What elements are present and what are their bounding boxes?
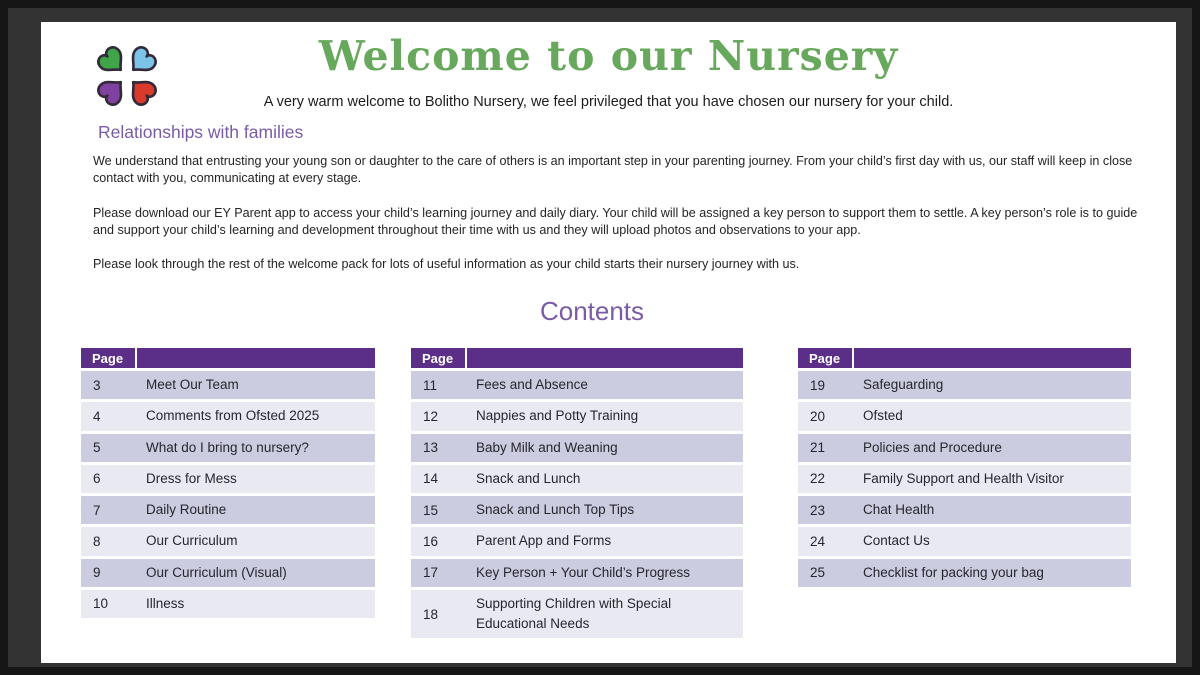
entry-title: Meet Our Team <box>146 377 239 392</box>
entry-title: Illness <box>146 595 185 611</box>
page-number: 20 <box>810 408 826 424</box>
entry-title: Ofsted <box>863 408 903 424</box>
entry-title: Daily Routine <box>146 502 227 517</box>
page-number: 7 <box>93 502 101 518</box>
entry-title: Dress for Mess <box>146 470 237 486</box>
table-row <box>411 465 743 496</box>
entry-title: Comments from Ofsted 2025 <box>146 408 320 424</box>
table-row <box>798 465 1131 496</box>
entry-title: Snack and Lunch Top Tips <box>476 502 635 517</box>
title-column-header <box>467 348 743 368</box>
page-number: 17 <box>423 565 439 581</box>
page-number: 22 <box>810 471 826 487</box>
entry-title: Contact Us <box>863 533 930 549</box>
page-number: 11 <box>423 377 438 393</box>
intro-paragraph-1: We understand that entrusting your young son or daughter to the care of others is an important step in your parenting journey. From your child’s first day with us, our staff will keep in close contact with you, communicating at every stage. <box>93 154 1133 185</box>
intro-paragraph-2: Please download our EY Parent app to access your child’s learning journey and daily diary. Your child will be assigned a key person to support them to settle. A key person’s role is to guide and support your child’s learning and development throughout their time with us and they will upload photos and observations to your app. <box>93 206 1138 237</box>
page-number: 4 <box>93 408 101 424</box>
table-row <box>411 590 743 642</box>
entry-title: Our Curriculum <box>146 533 238 549</box>
page-title: Welcome to our Nursery <box>318 32 899 80</box>
page-number: 19 <box>810 377 826 393</box>
page-subtitle: A very warm welcome to Bolitho Nursery, we feel privileged that you have chosen our nursery for your child. <box>263 94 954 110</box>
table-row <box>411 371 743 402</box>
entry-title: Baby Milk and Weaning <box>476 439 618 455</box>
table-row <box>81 434 375 465</box>
page-number: 23 <box>810 502 826 518</box>
page-number: 13 <box>423 440 439 456</box>
table-row <box>81 496 375 527</box>
page-number: 5 <box>93 440 101 456</box>
title-column-header <box>854 348 1131 368</box>
table-row <box>798 496 1131 527</box>
entry-title: Parent App and Forms <box>476 533 612 549</box>
entry-title: Safeguarding <box>863 377 944 392</box>
entry-title: Family Support and Health Visitor <box>863 470 1064 486</box>
contents-table-1 <box>81 348 375 621</box>
table-row <box>81 465 375 496</box>
table-row <box>411 559 743 590</box>
page-number: 14 <box>423 471 439 487</box>
table-row <box>798 371 1131 402</box>
entry-title: Supporting Children with Special Educational Needs <box>476 595 672 631</box>
entry-title: Key Person + Your Child’s Progress <box>476 564 690 580</box>
table-header-row <box>411 348 743 371</box>
page-number: 16 <box>423 533 439 549</box>
entry-title: Checklist for packing your bag <box>863 564 1044 580</box>
entry-title: Policies and Procedure <box>863 439 1002 455</box>
entry-title: What do I bring to nursery? <box>146 439 309 455</box>
table-row <box>81 590 375 621</box>
page-column-header: Page <box>411 348 467 368</box>
title-column-header <box>137 348 375 368</box>
table-row <box>798 434 1131 465</box>
entry-title: Nappies and Potty Training <box>476 408 639 424</box>
table-row <box>81 559 375 590</box>
page-number: 12 <box>423 408 439 424</box>
page-column-header: Page <box>798 348 854 368</box>
page-column-header: Page <box>81 348 137 368</box>
table-header-row <box>81 348 375 371</box>
page-number: 6 <box>93 471 101 487</box>
table-row <box>798 559 1131 590</box>
contents-table-3 <box>798 348 1131 590</box>
page-number: 10 <box>93 596 109 612</box>
page-number: 21 <box>810 440 826 456</box>
table-body <box>81 371 375 621</box>
table-row <box>411 496 743 527</box>
section-heading: Relationships with families <box>98 122 304 142</box>
entry-title: Fees and Absence <box>476 377 588 392</box>
page-number: 24 <box>810 533 826 549</box>
table-row <box>411 527 743 558</box>
contents-heading: Contents <box>539 296 645 326</box>
page-number: 8 <box>93 533 101 549</box>
table-row <box>798 402 1131 433</box>
entry-title: Our Curriculum (Visual) <box>146 564 287 580</box>
entry-title: Chat Health <box>863 502 935 517</box>
page-number: 18 <box>423 606 439 622</box>
intro-paragraph-3: Please look through the rest of the welcome pack for lots of useful information as your child starts their nursery journey with us. <box>93 257 800 271</box>
table-row <box>81 402 375 433</box>
page-number: 3 <box>93 377 101 393</box>
slide-canvas <box>41 22 1176 663</box>
presentation-backdrop <box>8 8 1192 667</box>
table-row <box>81 527 375 558</box>
page-number: 9 <box>93 565 101 581</box>
page-number: 15 <box>423 502 439 518</box>
table-body <box>798 371 1131 590</box>
table-row <box>81 371 375 402</box>
table-row <box>798 527 1131 558</box>
entry-title: Snack and Lunch <box>476 470 581 486</box>
table-body <box>411 371 743 641</box>
page-number: 25 <box>810 565 826 581</box>
contents-table-2 <box>411 348 743 641</box>
table-header-row <box>798 348 1131 371</box>
table-row <box>411 402 743 433</box>
table-row <box>411 434 743 465</box>
